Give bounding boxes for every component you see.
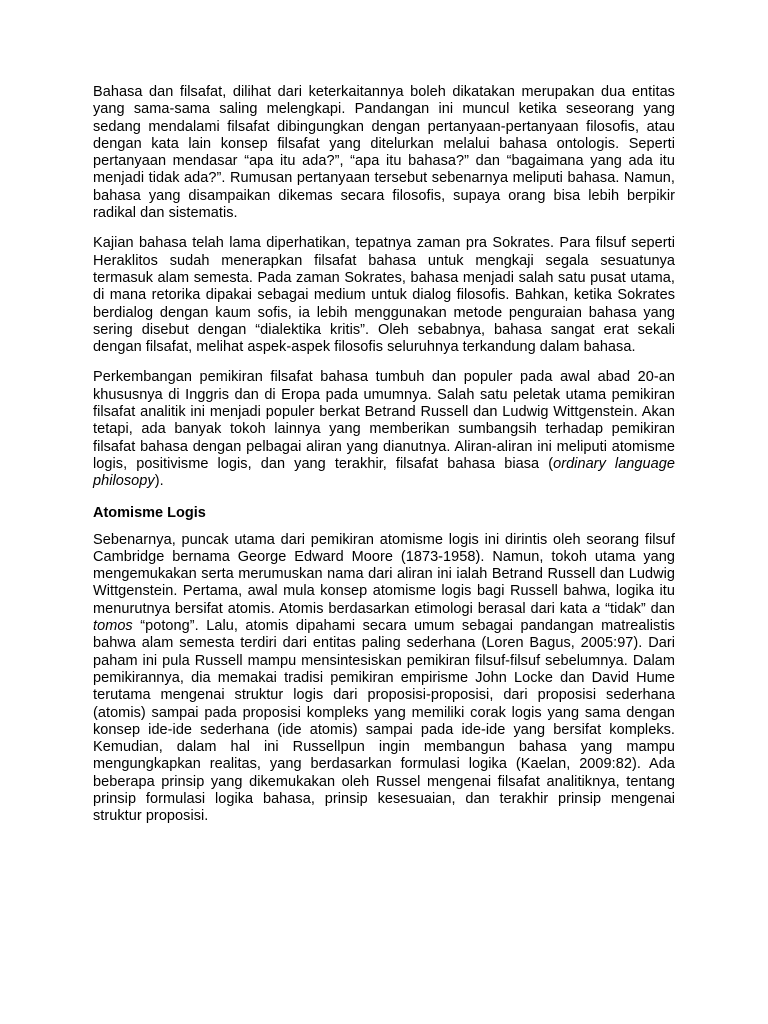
section-paragraph-text-1: Sebenarnya, puncak utama dari pemikiran atomisme logis ini dirintis oleh seorang filsuf Cambridge bernama George Edward Moore (1873-1958). Namun, tokoh utama yang mengemukakan serta merumuskan nama dari aliran ini ialah Betrand Russell dan Ludwig Wittgenstein. Pertama, awal mula konsep atomisme logis bagi Russell bahwa, logika itu menurutnya bersifat atomis. Atomis berdasarkan etimologi berasal dari kata: [93, 531, 675, 617]
paragraph-3-text: Perkembangan pemikiran filsafat bahasa tumbuh dan populer pada awal abad 20-an khususnya di Inggris dan di Eropa pada umumnya. Salah satu peletak utama pemikiran filsafat analitik ini menjadi populer berkat Betrand Russell dan Ludwig Wittgenstein. Akan tetapi, ada banyak tokoh lainnya yang memberikan sumbangsih terhadap pemikiran filsafat bahasa dengan pelbagai aliran yang dianutnya. Aliran-aliran ini meliputi atomisme logis, positivisme logis, dan yang terakhir, filsafat bahasa biasa (: [93, 369, 675, 472]
paragraph-1: Bahasa dan filsafat, dilihat dari keterkaitannya boleh dikatakan merupakan dua entitas yang sama-sama saling melengkapi. Pandangan ini muncul ketika seseorang yang sedang mendalami filsafat dibingungkan dengan pertanyaan-pertanyaan filosofis, atau dengan kata lain konsep filsafat yang ditelurkan melalui bahasa ontologis. Seperti pertanyaan mendasar “apa itu ada?”, “apa itu bahasa?” dan “bagaimana yang ada itu menjadi tidak ada?”. Rumusan pertanyaan tersebut sebenarnya meliputi bahasa. Namun, bahasa yang disampaikan dikemas secara filosofis, supaya orang bisa lebih berpikir radikal dan sistematis.: [93, 84, 675, 222]
paragraph-3-text-end: ).: [154, 473, 164, 490]
section-paragraph: [93, 532, 675, 826]
section-paragraph-italic-a: a: [592, 600, 601, 617]
section-paragraph-text-2: “tidak” dan: [600, 600, 676, 617]
paragraph-3-italic-term: ordinary language philosopy: [93, 455, 675, 490]
section-heading: Atomisme Logis: [93, 504, 206, 521]
section-paragraph-text-3: “potong”. Lalu, atomis dipahami secara umum sebagai pandangan matrealistis bahwa alam semesta terdiri dari entitas paling sederhana (Loren Bagus, 2005:97). Dari paham ini pula Russell mampu mensintesiskan pemikiran filsuf-filsuf sebelumnya. Dalam pemikirannya, dia memakai tradisi pemikiran empirisme John Locke dan David Hume terutama mengenai struktur logis dari proposisi-proposisi, dari proposisi sederhana (atomis) sampai pada proposisi kompleks yang memiliki corak logis yang sama dengan konsep ide-ide sederhana (ide atomis) sampai pada ide-ide yang bersifat kompleks. Kemudian, dalam hal ini Russellpun ingin membangun bahasa yang mampu mengungkapkan realitas, yang berdasarkan formulasi logika (Kaelan, 2009:82). Ada beberapa prinsip yang dikemukakan oleh Russel mengenai filsafat analitiknya, tentang prinsip formulasi logika bahasa, prinsip kesesuaian, dan terakhir prinsip mengenai struktur proposisi.: [93, 618, 675, 825]
paragraph-2: Kajian bahasa telah lama diperhatikan, tepatnya zaman pra Sokrates. Para filsuf seperti Heraklitos sudah menerapkan filsafat bahasa untuk mengkaji segala sesuatunya termasuk alam semesta. Pada zaman Sokrates, bahasa menjadi salah satu pusat utama, di mana retorika dipakai sebagai medium untuk dialog filosofis. Bahkan, ketika Sokrates berdialog dengan kaum sofis, ia lebih menggunakan metode penguraian bahasa yang sering disebut dengan “dialektika kritis”. Oleh sebabnya, bahasa sangat erat sekali dengan filsafat, melihat aspek-aspek filosofis seluruhnya terkandung dalam bahasa.: [93, 235, 675, 356]
document-page: [93, 84, 675, 838]
section-paragraph-italic-tomos: tomos: [93, 618, 133, 635]
paragraph-3: [93, 369, 675, 490]
